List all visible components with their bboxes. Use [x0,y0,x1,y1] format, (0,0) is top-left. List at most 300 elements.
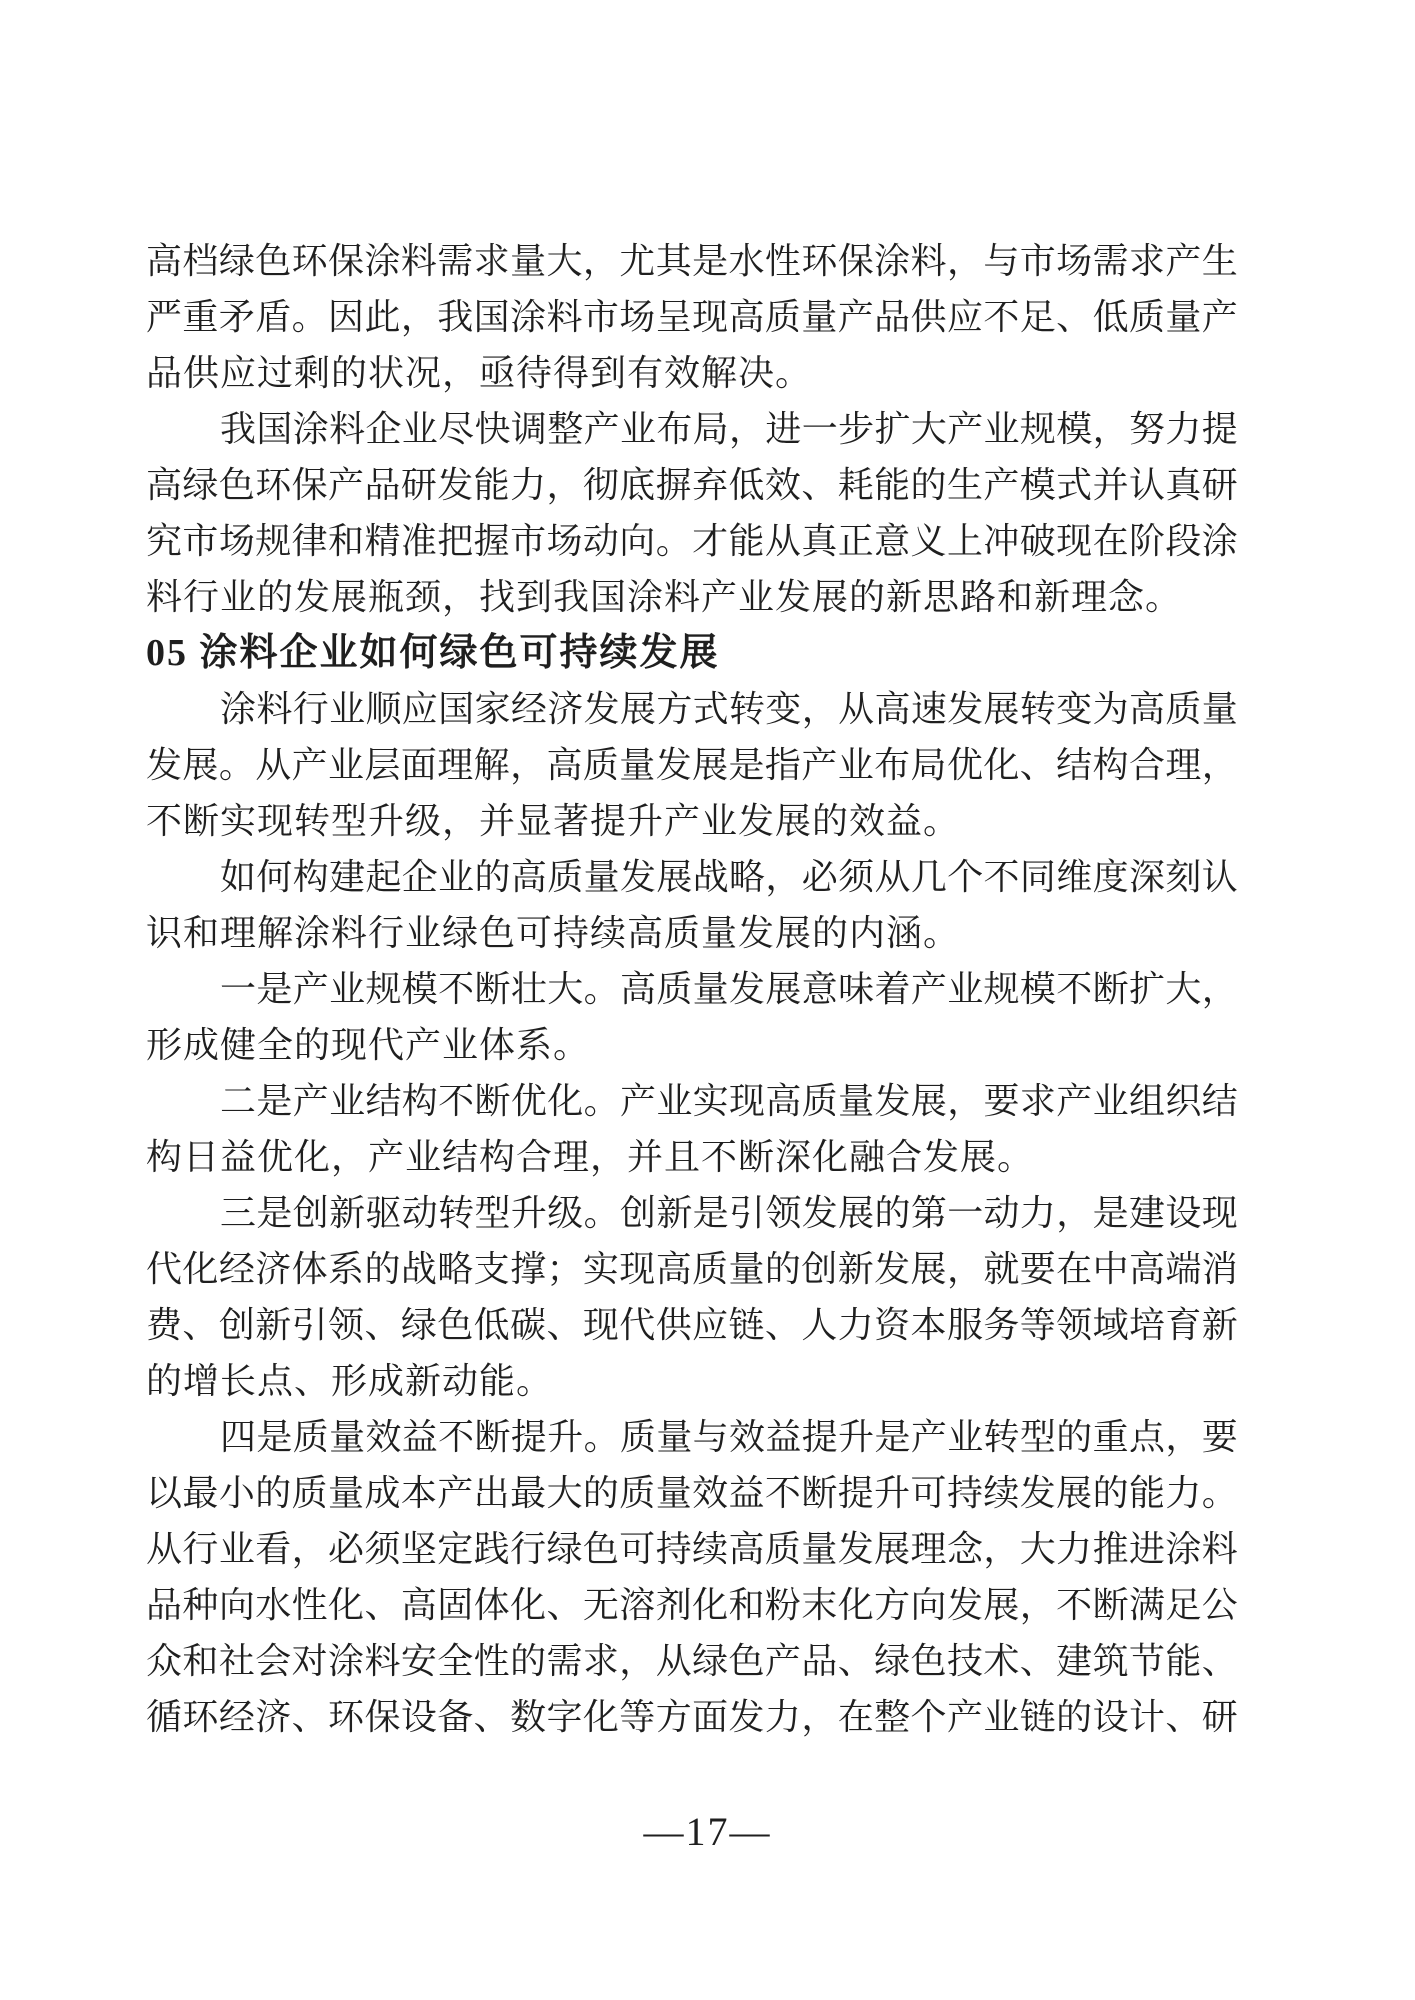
text-char: 绿 [874,1641,911,1681]
text-char: 固 [437,1585,474,1625]
text-char: 略 [437,1249,474,1289]
text-char: 进 [765,409,802,449]
text-char: 高 [400,1585,437,1625]
text-char: 质 [291,1473,328,1513]
text-char: 破 [1019,521,1056,561]
text-char: 质 [1165,689,1202,729]
text-char: 应 [401,689,438,729]
text-char: 模 [1056,409,1093,449]
text-char: 维 [1056,857,1093,897]
text-char: 应 [692,1305,729,1345]
text-char: 和 [328,521,365,561]
text-char: 模 [401,969,438,1009]
text-char: 阶 [1128,521,1165,561]
text-char: 进 [1128,1529,1165,1569]
text-char: 不 [1056,969,1093,1009]
text-char: 升 [838,1417,875,1457]
text-char: 产 [1165,241,1202,281]
text-char: 是 [256,1193,293,1233]
text-char: 量 [728,1249,765,1289]
text-char: 展 [910,1081,947,1121]
text-char: 意 [801,969,838,1009]
text-char: 的 [510,1641,547,1681]
text-char: 理 [910,1529,947,1569]
text-char: 不 [983,297,1020,337]
text-char: 小 [218,1473,255,1513]
text-char: 才 [692,521,729,561]
text-char: 转 [983,1417,1020,1457]
text-char: ， [946,241,983,281]
text-char: 质 [692,1249,729,1289]
text-char: 二 [220,1081,257,1121]
text-char: 生 [946,465,983,505]
text-char: 性 [764,241,801,281]
text-char: 如 [220,857,257,897]
text-char: 产 [910,1417,947,1457]
text-char: 场 [546,521,583,561]
text-char: 、 [1019,745,1056,785]
text-char: 为 [1092,689,1129,729]
text-char: 战 [400,1249,437,1289]
text-char: 的 [582,1473,619,1513]
text-char: 就 [983,1249,1020,1289]
text-char: ， [400,297,437,337]
text-char: ， [801,689,838,729]
text-char: 从 [255,745,292,785]
text-char: 一 [220,969,257,1009]
text-char: 发 [655,745,692,785]
text-char: 、 [182,1305,219,1345]
text-char: 握 [473,521,510,561]
text-line [146,1241,1238,1297]
text-char: 设 [400,1697,437,1737]
text-char: 重 [1092,1417,1129,1457]
text-char: 顺 [365,689,402,729]
text-char: 何 [256,857,293,897]
text-char: 提 [1201,409,1238,449]
text-char: 构 [1092,745,1129,785]
text-char: 高 [1128,689,1165,729]
text-line: 料行业的发展瓶颈，找到我国涂料产业发展的新思路和新理念。 [146,577,1183,617]
text-char: 大 [546,1473,583,1513]
text-char: 料 [256,689,293,729]
text-char: 、 [364,1305,401,1345]
text-char: 量 [583,857,620,897]
text-char: 高 [1128,1249,1165,1289]
text-char: 品 [874,297,911,337]
text-char: 业 [1092,1081,1129,1121]
text-char: 味 [838,969,875,1009]
text-char: 高 [655,1249,692,1289]
text-char: 量 [655,1473,692,1513]
text-line: 的增长点、形成新动能。 [146,1361,554,1401]
text-char: 发 [874,1249,911,1289]
text-char: ， [1201,969,1238,1009]
text-char: 织 [1165,1081,1202,1121]
text-char: 产 [1201,297,1238,337]
text-char: 端 [1165,1249,1202,1289]
text-char: 转 [1019,689,1056,729]
text-char: 业 [438,857,475,897]
text-char: 量 [1165,297,1202,337]
text-char: 高 [728,297,765,337]
text-char: 求 [1019,1081,1056,1121]
text-char: 并 [1092,465,1129,505]
text-char: 低 [1092,297,1129,337]
text-char: 方 [874,1585,911,1625]
text-char: 的 [1092,1473,1129,1513]
text-char: 业 [837,745,874,785]
text-char: 资 [874,1305,911,1345]
text-char: 能 [1128,1473,1165,1513]
text-char: 涂 [292,409,329,449]
text-char: 的 [1056,1697,1093,1737]
text-char: 面 [692,1697,729,1737]
text-char: 提 [837,1473,874,1513]
text-char: 满 [1128,1585,1165,1625]
text-char: 准 [400,521,437,561]
text-char: 种 [182,1585,219,1625]
text-char: 产 [437,1473,474,1513]
text-char: 新 [656,1193,693,1233]
text-char: 效 [365,1417,402,1457]
text-char: 严 [146,297,183,337]
text-char: 成 [364,1473,401,1513]
text-char: 发 [728,1697,765,1737]
text-char: 字 [546,1697,583,1737]
text-char: 化 [547,1081,584,1121]
text-char: 业 [329,689,366,729]
text-char: 色 [437,1305,474,1345]
text-char: 段 [1165,521,1202,561]
text-char: 产 [764,1641,801,1681]
text-char: 保 [837,241,874,281]
text-char: 步 [838,409,875,449]
text-char: 的 [474,857,511,897]
text-char: 底 [619,465,656,505]
text-char: 断 [474,969,511,1009]
text-char: 此 [364,297,401,337]
text-char: 量 [692,969,729,1009]
text-char: 刻 [1165,857,1202,897]
text-char: 展 [874,1529,911,1569]
text-char: 会 [255,1641,292,1681]
text-char: 模 [1019,465,1056,505]
text-char: 水 [728,241,765,281]
text-char: 保 [328,241,365,281]
text-char: 质 [764,1529,801,1569]
text-char: 大 [910,409,947,449]
text-char: 是 [692,241,729,281]
text-char: 产 [801,745,838,785]
text-char: 壮 [510,969,547,1009]
text-char: 解 [473,745,510,785]
text-char: 场 [218,521,255,561]
text-char: 精 [364,521,401,561]
text-char: 从 [764,521,801,561]
text-char: 量 [801,297,838,337]
text-char: 涂 [874,241,911,281]
text-char: 料 [400,241,437,281]
text-char: 需 [546,1641,583,1681]
text-char: 可 [619,1529,656,1569]
text-char: 术 [983,1641,1020,1681]
text-char: 技 [946,1641,983,1681]
text-char: 上 [946,521,983,561]
text-char: 建 [329,857,366,897]
text-char: 绿 [218,241,255,281]
text-char: 动 [401,1193,438,1233]
text-char: 断 [474,1417,511,1457]
text-char: 结 [1056,745,1093,785]
text-char: 高 [619,969,656,1009]
text-char: 展 [692,745,729,785]
text-char: ， [1201,745,1238,785]
text-char: 一 [947,1193,984,1233]
text-char: 业 [328,745,365,785]
text-char: 研 [1201,465,1238,505]
text-char: 断 [1092,969,1129,1009]
text-char: 效 [764,465,801,505]
text-char: 经 [218,1697,255,1737]
text-char: 现 [619,1249,656,1289]
text-char: 真 [1165,465,1202,505]
text-char: 、 [837,1641,874,1681]
text-char: 产 [837,297,874,337]
text-char: 益 [765,1417,802,1457]
text-char: 大 [546,241,583,281]
text-char: 社 [218,1641,255,1681]
text-char: 创 [218,1305,255,1345]
text-char: 和 [182,1641,219,1681]
text-char: 益 [728,1473,765,1513]
text-char: 践 [473,1529,510,1569]
text-char: 本 [910,1305,947,1345]
text-char: 、 [801,465,838,505]
text-char: 质 [619,1417,656,1457]
text-char: 品 [146,1585,183,1625]
text-char: 优 [510,1081,547,1121]
text-char: 产 [328,465,365,505]
text-char: 展 [838,1193,875,1233]
text-char: 最 [182,1473,219,1513]
text-char: 国 [438,689,475,729]
text-char: 现 [1201,1193,1238,1233]
text-char: 。 [1201,1473,1238,1513]
text-char: 领 [328,1305,365,1345]
text-char: 理 [1165,745,1202,785]
text-char: 育 [1165,1305,1202,1345]
text-char: 绿 [692,1641,729,1681]
text-char: 服 [946,1305,983,1345]
text-char: 业 [656,1081,693,1121]
text-char: 业 [983,409,1020,449]
text-char: 不 [983,857,1020,897]
text-char: 从 [874,857,911,897]
text-char: 涂 [1165,1529,1202,1569]
text-char: 一 [801,409,838,449]
text-char: 布 [874,745,911,785]
text-line [146,1465,1238,1521]
text-char: 领 [765,1193,802,1233]
text-char: 产 [910,969,947,1009]
text-char: 以 [146,1473,183,1513]
text-char: 第 [910,1193,947,1233]
text-char: 断 [1092,1585,1129,1625]
text-char: 涂 [364,241,401,281]
text-char: 链 [1019,1697,1056,1737]
text-char: 速 [910,689,947,729]
text-char: 循 [146,1697,183,1737]
text-char: 型 [474,1193,511,1233]
text-char: 产 [583,409,620,449]
text-char: 设 [1165,1193,1202,1233]
text-line [146,961,1238,1017]
text-char: 力 [764,1697,801,1737]
text-char: 力 [837,1305,874,1345]
text-char: 发 [729,969,766,1009]
text-char: 驱 [365,1193,402,1233]
text-char: 产 [1056,1081,1093,1121]
text-char: 念 [946,1529,983,1569]
text-char: 需 [1092,241,1129,281]
text-char: 最 [510,1473,547,1513]
text-char: 量 [329,1417,366,1457]
text-char: 企 [401,857,438,897]
text-char: 色 [582,1529,619,1569]
text-char: 变 [765,689,802,729]
text-char: 新 [837,1249,874,1289]
text-char: 市 [582,297,619,337]
text-char: 构 [401,1081,438,1121]
text-char: 持 [655,1529,692,1569]
text-char: 大 [1165,969,1202,1009]
text-char: 要 [1201,1417,1238,1457]
text-char: 绿 [400,1305,437,1345]
text-char: 质 [547,857,584,897]
text-char: 展 [765,969,802,1009]
text-char: 高 [874,689,911,729]
text-char: 设 [1092,1697,1129,1737]
text-char: 我 [220,409,257,449]
text-char: 是 [256,969,293,1009]
text-char: 低 [728,465,765,505]
text-line [146,457,1238,513]
text-char: 、 [1019,1641,1056,1681]
text-char: 升 [547,1417,584,1457]
text-char: 环 [182,1697,219,1737]
text-char: 力 [510,465,547,505]
text-char: 创 [801,1249,838,1289]
text-char: 域 [1092,1305,1129,1345]
text-char: 从 [838,689,875,729]
text-char: 正 [837,521,874,561]
text-char: 大 [1019,1529,1056,1569]
text-char: ， [765,857,802,897]
text-char: 。 [218,745,255,785]
text-char: 研 [1201,1697,1238,1737]
text-char: 、 [546,1305,583,1345]
text-char: 现 [729,1081,766,1121]
text-char: 人 [801,1305,838,1345]
text-char: 节 [1128,1641,1165,1681]
text-char: 高 [146,465,183,505]
text-line [146,1633,1238,1689]
text-char: 费 [146,1305,183,1345]
text-char: 点 [1128,1417,1165,1457]
text-char: 撑 [510,1249,547,1289]
text-char: 质 [764,297,801,337]
text-char: 众 [146,1641,183,1681]
text-line [146,1185,1238,1241]
text-char: 发 [583,689,620,729]
text-line [146,401,1238,457]
text-char: 足 [1165,1585,1202,1625]
text-char: 安 [400,1641,437,1681]
text-char: 等 [619,1697,656,1737]
text-char: 扩 [874,409,911,449]
text-char: 发 [946,1585,983,1625]
text-char: 国 [473,297,510,337]
text-char: 环 [328,1697,365,1737]
text-char: 系 [328,1249,365,1289]
text-char: 性 [291,1585,328,1625]
text-char: 式 [692,689,729,729]
text-char: 领 [1056,1305,1093,1345]
text-char: 涂 [510,297,547,337]
text-char: 备 [437,1697,474,1737]
text-char: 在 [1092,521,1129,561]
text-char: 因 [328,297,365,337]
text-char: 生 [1201,241,1238,281]
text-char: 国 [256,409,293,449]
text-char: 个 [947,857,984,897]
text-line [146,1521,1238,1577]
text-char: 绿 [182,465,219,505]
text-char: 着 [874,969,911,1009]
text-char: 产 [292,1081,329,1121]
text-char: 色 [255,241,292,281]
text-char: 盾 [255,297,292,337]
text-char: 需 [437,241,474,281]
text-char: 发 [619,857,656,897]
text-char: 展 [983,689,1020,729]
text-char: 化 [983,745,1020,785]
text-char: 我 [437,297,474,337]
text-char: 方 [655,1697,692,1737]
text-char: 三 [220,1193,257,1233]
text-char: 本 [400,1473,437,1513]
text-char: 深 [1128,857,1165,897]
text-char: ， [510,745,547,785]
text-char: 持 [946,1473,983,1513]
text-char: 全 [437,1641,474,1681]
text-char: 是 [256,1081,293,1121]
text-char: 产 [291,745,328,785]
text-char: 展 [910,1249,947,1289]
text-char: 是 [692,1193,729,1233]
text-char: 新 [1201,1305,1238,1345]
text-char: 是 [728,745,765,785]
text-char: 消 [1201,1249,1238,1289]
text-char: 涂 [220,689,257,729]
text-char: 业 [218,1529,255,1569]
text-char: 业 [983,1697,1020,1737]
text-char: 的 [910,465,947,505]
text-char: 大 [547,969,584,1009]
text-char: 质 [656,969,693,1009]
text-char: 提 [801,1417,838,1457]
